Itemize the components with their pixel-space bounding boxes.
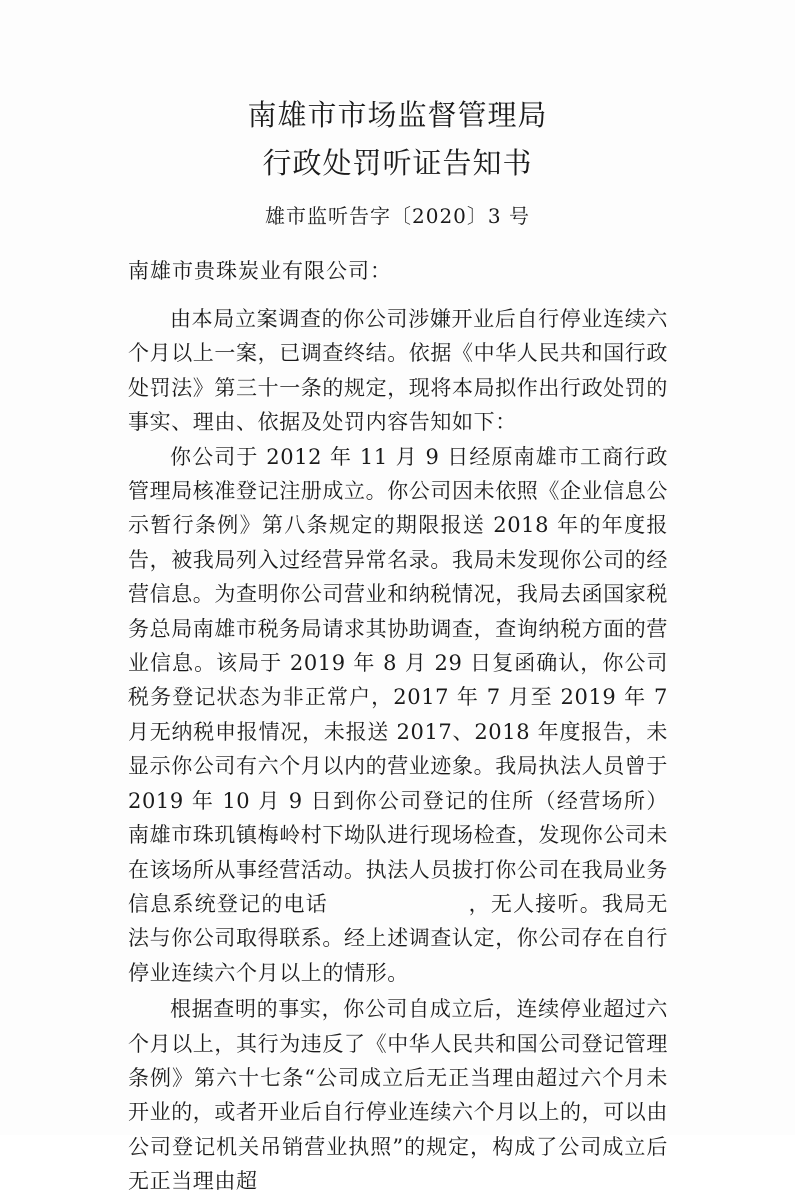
paragraph-facts-part2: ，无人接听。我局无法与你公司取得联系。经上述调查认定，你公司存在自行停业连续六个月以上的情形。 — [128, 891, 668, 985]
paragraph-legal-basis: 根据查明的事实，你公司自成立后，连续停业超过六个月以上，其行为违反了《中华人民共和国公司登记管理条例》第六十七条“公司成立后无正当理由超过六个月未开业的，或者开业后自行停业连续六个月以上的，可以由公司登记机关吊销营业执照”的规定，构成了公司成立后无正当理由超 — [128, 997, 668, 1194]
document-title-line2: 行政处罚听证告知书 — [262, 146, 533, 180]
recipient-line: 南雄市贵珠炭业有限公司： — [128, 259, 392, 283]
paragraph-facts — [128, 440, 668, 991]
document-number: 雄市监听告字〔2020〕3 号 — [265, 204, 530, 228]
paragraph-facts-part1: 你公司于 2012 年 11 月 9 日经原南雄市工商行政管理局核准登记注册成立。你公司因未依照《企业信息公示暂行条例》第八条规定的期限报送 2018 年的年度报告，被我局列入过经营异常名录。我局未发现你公司的经营信息。为查明你公司营业和纳税情况，我局去函国家税务总局南雄市税务局请求其协助调查，查询纳税方面的营业信息。该局于 2019 年 8 月 29 日复函确认，你公司税务登记状态为非正常户，2017 年 7 月至 2019 年 7 月无纳税申报情况，未报送 2017、2018 年度报告，未显示你公司有六个月以内的营业迹象。我局执法人员曾于 2019 年 10 月 9 日到你公司登记的住所（经营场所）南雄市珠玑镇梅岭村下坳队进行现场检查，发现你公司未在该场所从事经营活动。执法人员拔打你公司在我局业务信息系统登记的电话 — [128, 444, 668, 916]
document-title-line1: 南雄市市场监督管理局 — [247, 98, 548, 132]
document-body — [128, 302, 668, 1199]
paragraph-notice-intro: 由本局立案调查的你公司涉嫌开业后自行停业连续六个月以上一案，已调查终结。依据《中华人民共和国行政处罚法》第三十一条的规定，现将本局拟作出行政处罚的事实、理由、依据及处罚内容告知如下： — [128, 307, 668, 435]
